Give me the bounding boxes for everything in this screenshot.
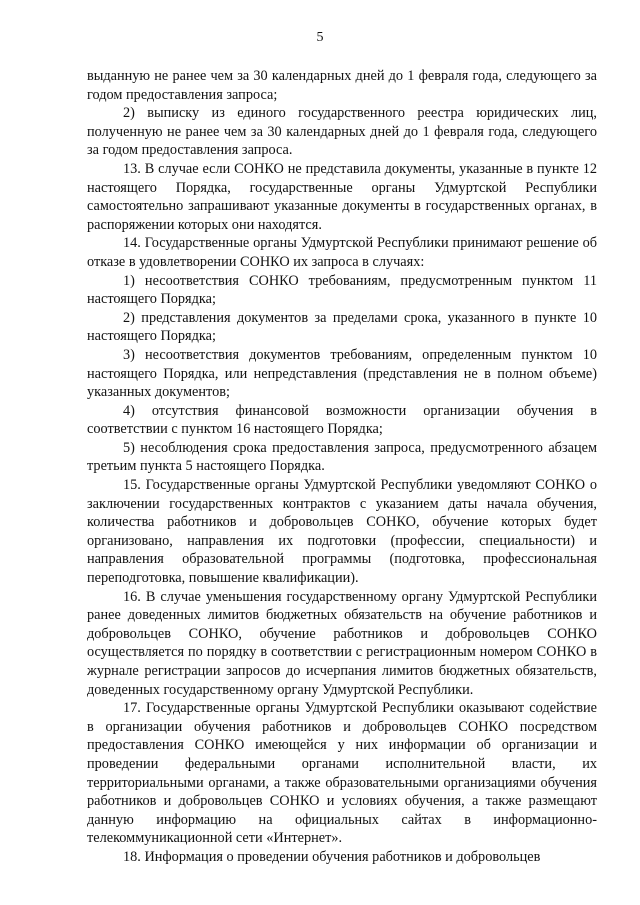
paragraph-14-item-4: 4) отсутствия финансовой возможности организации обучения в соответствии с пунктом 16 настоящего Порядка; — [87, 402, 597, 438]
page-number: 5 — [316, 30, 324, 45]
paragraph-17: 17. Государственные органы Удмуртской Республики оказывают содействие в организации обучения работников и добровольцев СОНКО посредством предоставления СОНКО имеющейся у них информации об организации и проведении федеральными органами исполнительной власти, их территориальными органами, а также образовательными организациями обучения работников и добровольцев СОНКО и условиях обучения, а также размещают данную информацию на официальных сайтах в информационно-телекоммуникационной сети «Интернет». — [87, 700, 597, 847]
paragraph-14-item-2: 2) представления документов за пределами срока, указанного в пункте 10 настоящего Порядка; — [87, 309, 597, 345]
paragraph-13: 13. В случае если СОНКО не представила документы, указанные в пункте 12 настоящего Порядка, государственные органы Удмуртской Республики самостоятельно запрашивают указанные документы в государственных органах, в распоряжении которых они находятся. — [87, 160, 597, 233]
paragraph-14-item-5: 5) несоблюдения срока предоставления запроса, предусмотренного абзацем третьим пункта 5 настоящего Порядка. — [87, 439, 597, 475]
paragraph-14-item-1: 1) несоответствия СОНКО требованиям, предусмотренным пунктом 11 настоящего Порядка; — [87, 272, 597, 308]
paragraph-15: 15. Государственные органы Удмуртской Республики уведомляют СОНКО о заключении государственных контрактов с указанием даты начала обучения, количества работников и добровольцев СОНКО, обучение которых будет организовано, направления их подготовки (профессии, специальности) и направления образовательной программы (подготовка, профессиональная переподготовка, повышение квалификации). — [87, 477, 597, 587]
paragraph-14-item-3: 3) несоответствия документов требованиям, определенным пунктом 10 настоящего Порядка, или непредставления (представления не в полном объеме) указанных документов; — [87, 346, 597, 401]
document-body — [87, 67, 597, 867]
paragraph-item-2-extract: 2) выписку из единого государственного реестра юридических лиц, полученную не ранее чем за 30 календарных дней до 1 февраля года, следующего за годом предоставления запроса. — [87, 105, 597, 159]
paragraph-14: 14. Государственные органы Удмуртской Республики принимают решение об отказе в удовлетворении СОНКО их запроса в случаях: — [87, 235, 597, 270]
paragraph-16: 16. В случае уменьшения государственному органу Удмуртской Республики ранее доведенных лимитов бюджетных обязательств на обучение работников и добровольцев СОНКО, обучение работников и добровольцев СОНКО осуществляется по порядку в соответствии с регистрационным номером СОНКО в журнале регистрации запросов до исчерпания лимитов бюджетных обязательств, доведенных государственному органу Удмуртской Республики. — [87, 588, 597, 698]
paragraph-18: 18. Информация о проведении обучения работников и добровольцев — [123, 848, 541, 865]
paragraph-continuation: выданную не ранее чем за 30 календарных дней до 1 февраля года, следующего за годом предоставления запроса; — [87, 68, 597, 103]
